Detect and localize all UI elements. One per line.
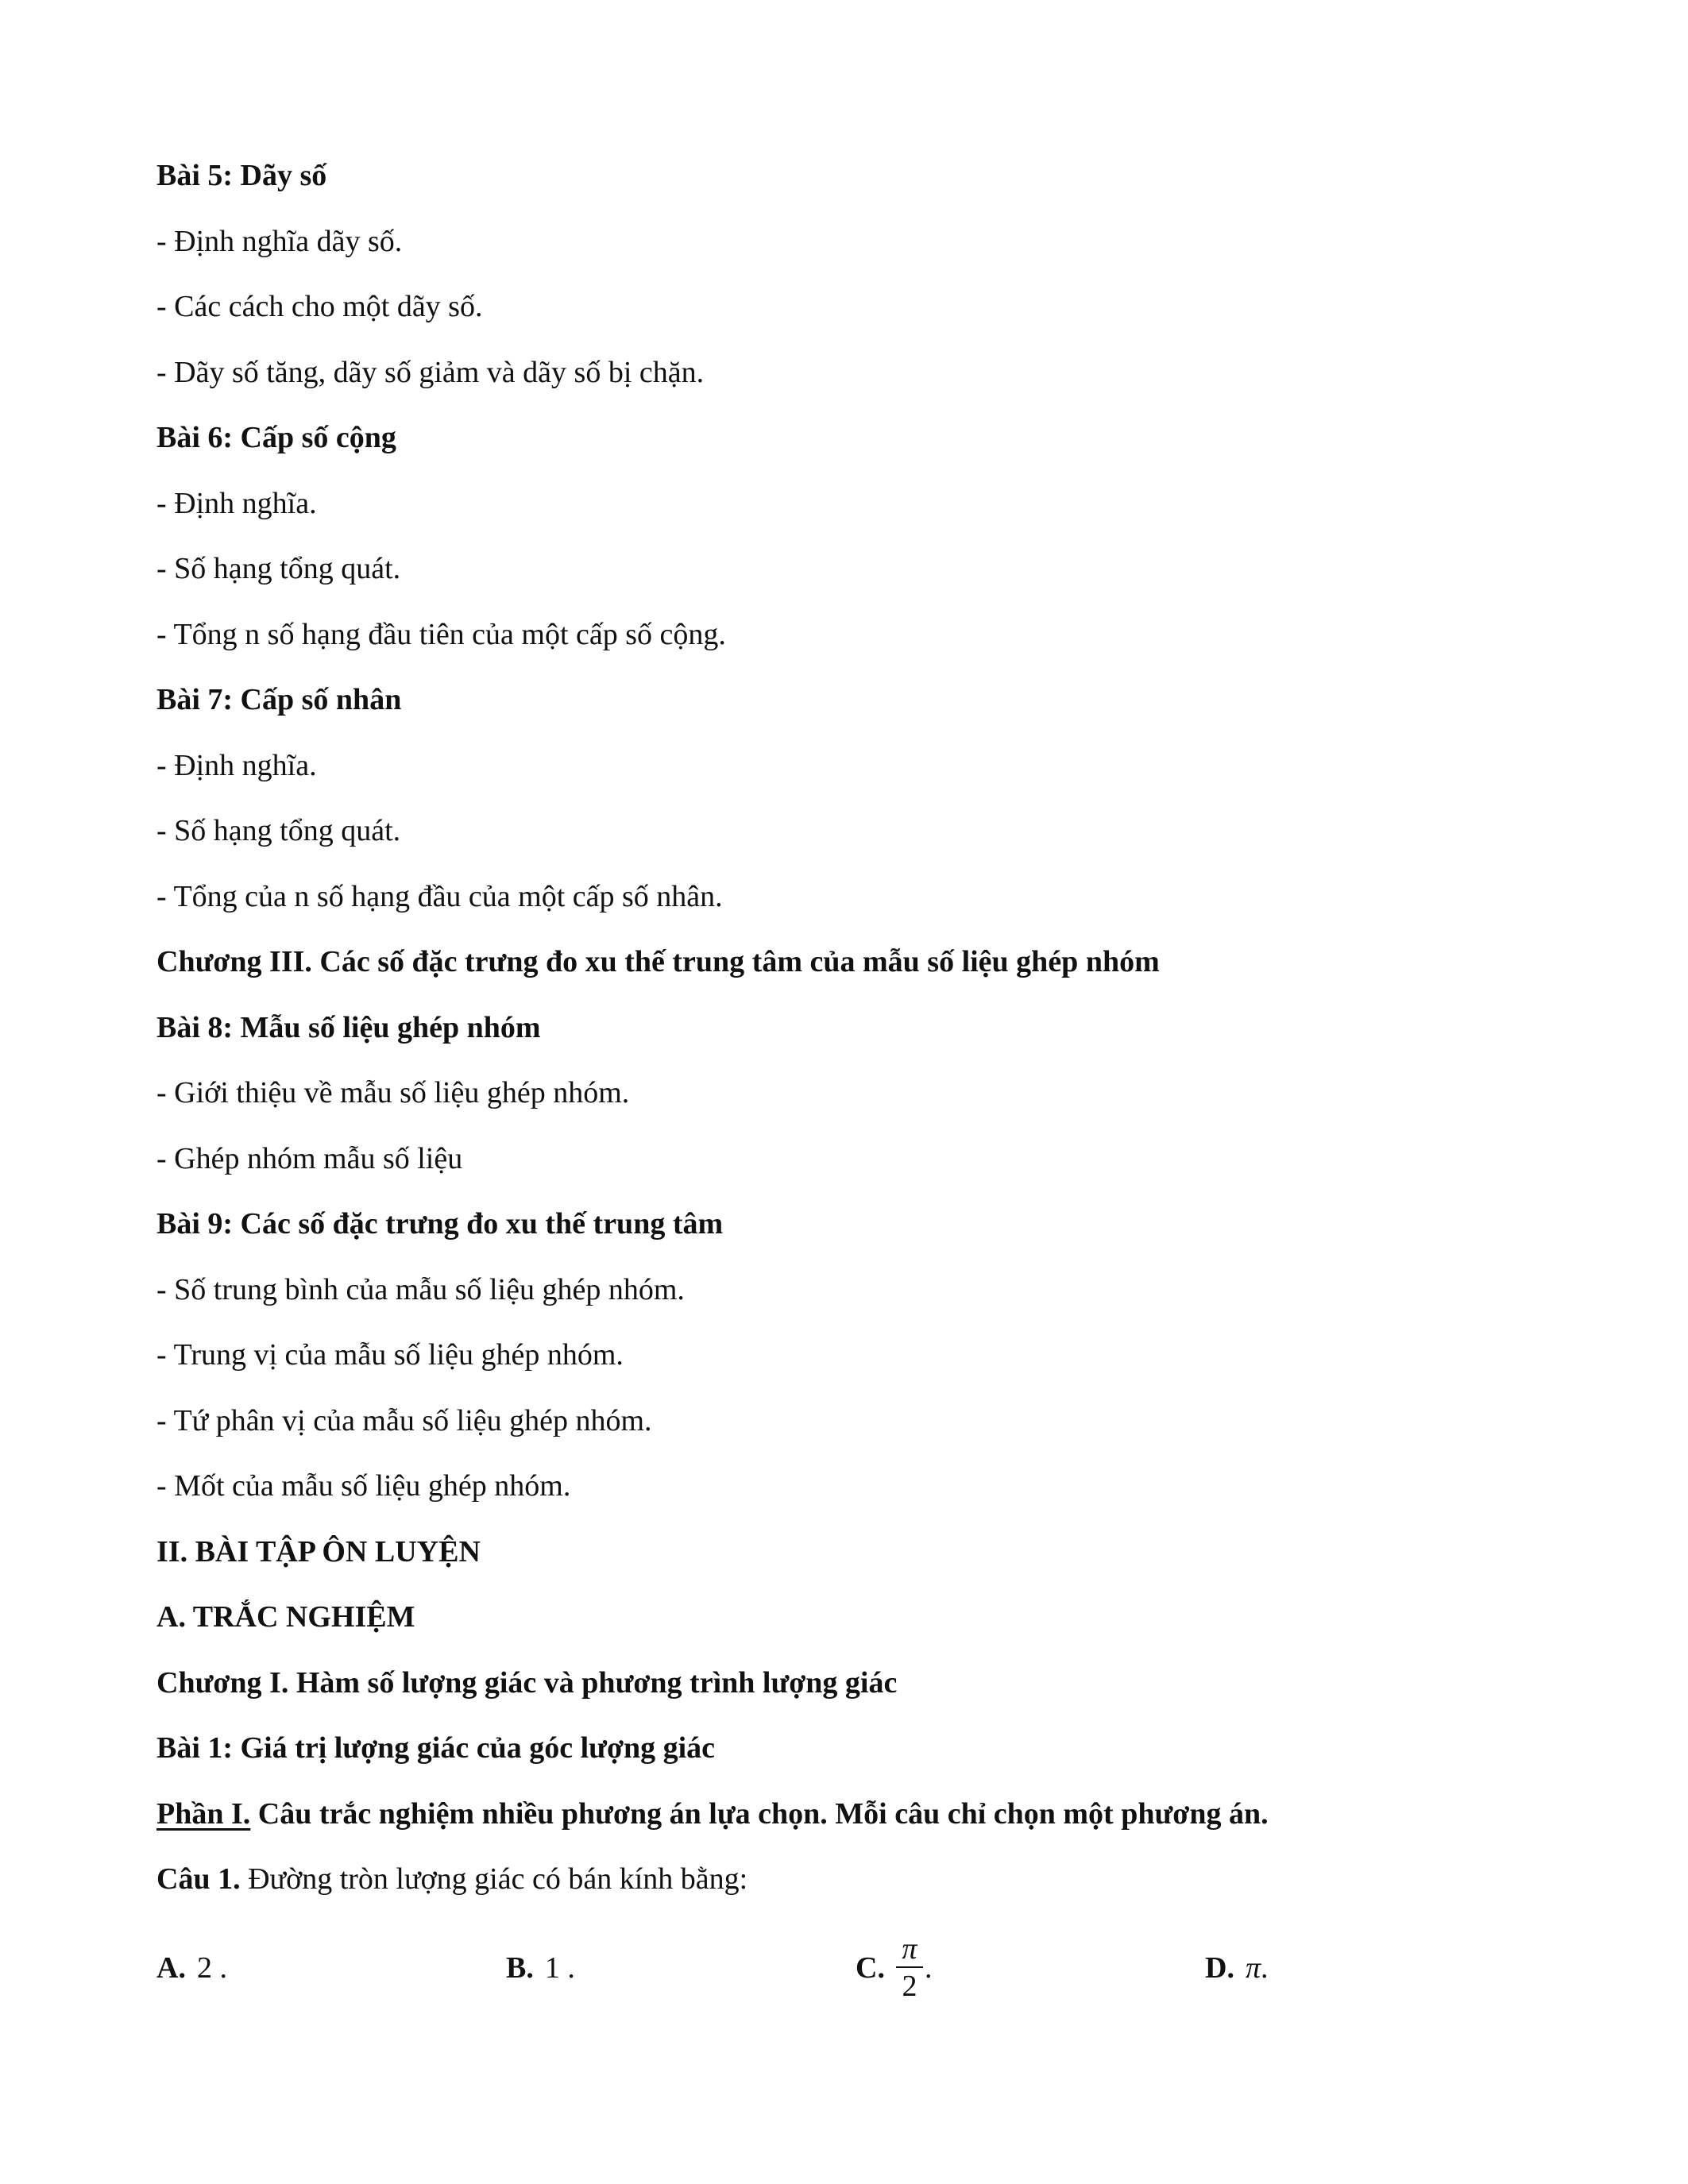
choice-a-label: A. xyxy=(156,1951,186,1985)
choice-b-value: 1 . xyxy=(544,1951,575,1985)
question-label: Câu 1. xyxy=(156,1862,241,1896)
bullet-line: - Dãy số tăng, dãy số giảm và dãy số bị chặn. xyxy=(156,355,705,389)
choice-d[interactable] xyxy=(1205,1920,1269,2016)
choice-c-suffix: . xyxy=(924,1951,933,1985)
document-page xyxy=(156,143,1555,2016)
bullet-line: - Số trung bình của mẫu số liệu ghép nhóm. xyxy=(156,1272,685,1306)
choice-c-label: C. xyxy=(856,1951,885,1985)
choice-c-fraction xyxy=(896,1931,923,2005)
fraction-denominator: 2 xyxy=(902,1969,917,2003)
answer-choices xyxy=(156,1920,1555,2016)
bullet-line: - Định nghĩa. xyxy=(156,486,317,520)
choice-a-value: 2 . xyxy=(196,1951,227,1985)
choice-b[interactable] xyxy=(506,1920,575,2016)
bullet-line: - Các cách cho một dãy số. xyxy=(156,290,483,323)
heading-line: II. BÀI TẬP ÔN LUYỆN xyxy=(156,1534,481,1569)
heading-line: Chương III. Các số đặc trưng đo xu thế trung tâm của mẫu số liệu ghép nhóm xyxy=(156,945,1160,978)
bullet-line: - Định nghĩa. xyxy=(156,748,317,782)
bullet-line: - Trung vị của mẫu số liệu ghép nhóm. xyxy=(156,1338,624,1372)
bullet-line: - Giới thiệu về mẫu số liệu ghép nhóm. xyxy=(156,1076,630,1109)
heading-line: Bài 7: Cấp số nhân xyxy=(156,683,402,716)
question-1 xyxy=(156,1846,1555,1912)
outline-lines xyxy=(156,143,1555,1781)
bullet-line: - Tổng của n số hạng đầu của một cấp số nhân. xyxy=(156,879,723,913)
bullet-line: - Ghép nhóm mẫu số liệu xyxy=(156,1141,463,1175)
choice-d-label: D. xyxy=(1205,1951,1234,1985)
heading-line: Bài 8: Mẫu số liệu ghép nhóm xyxy=(156,1010,541,1044)
heading-line: Bài 5: Dãy số xyxy=(156,159,327,192)
bullet-line: - Số hạng tổng quát. xyxy=(156,814,401,847)
heading-line: A. TRẮC NGHIỆM xyxy=(156,1600,415,1634)
bullet-line: - Tứ phân vị của mẫu số liệu ghép nhóm. xyxy=(156,1403,652,1437)
bullet-line: - Định nghĩa dãy số. xyxy=(156,224,403,258)
bullet-line: - Tổng n số hạng đầu tiên của một cấp số cộng. xyxy=(156,617,726,651)
choice-a[interactable] xyxy=(156,1920,227,2016)
choice-d-value: π xyxy=(1245,1951,1261,1985)
choice-d-suffix: . xyxy=(1261,1951,1269,1985)
question-text: Đường tròn lượng giác có bán kính bằng: xyxy=(240,1862,748,1896)
section-heading xyxy=(156,1781,1555,1847)
heading-line: Bài 9: Các số đặc trưng đo xu thế trung tâm xyxy=(156,1207,724,1241)
choice-b-label: B. xyxy=(506,1951,534,1985)
section-text: Câu trắc nghiệm nhiều phương án lựa chọn. Mỗi câu chỉ chọn một phương án. xyxy=(250,1796,1269,1831)
heading-line: Bài 1: Giá trị lượng giác của góc lượng giác xyxy=(156,1731,716,1765)
choice-c[interactable] xyxy=(856,1920,932,2016)
heading-line: Chương I. Hàm số lượng giác và phương trình lượng giác xyxy=(156,1665,898,1700)
heading-line: Bài 6: Cấp số cộng xyxy=(156,421,396,454)
bullet-line: - Số hạng tổng quát. xyxy=(156,552,401,585)
fraction-numerator: π xyxy=(902,1931,917,1966)
bullet-line: - Mốt của mẫu số liệu ghép nhóm. xyxy=(156,1469,571,1503)
section-label: Phần I. xyxy=(156,1796,251,1831)
